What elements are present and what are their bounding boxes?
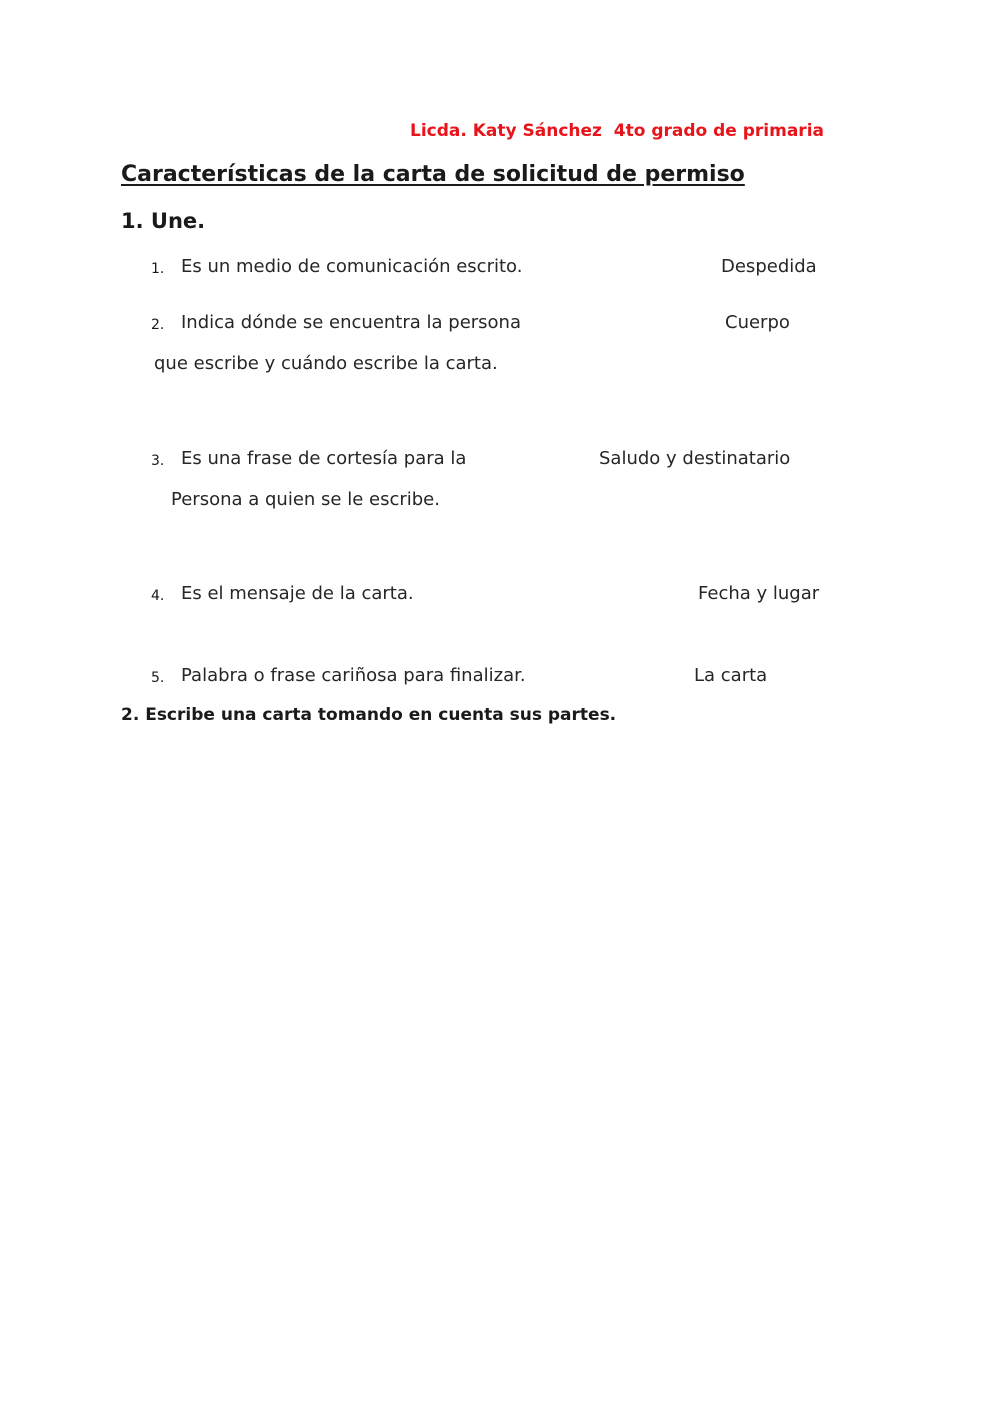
item-text-line1: Indica dónde se encuentra la persona [181,312,521,333]
item-text-line1: Palabra o frase cariñosa para finalizar. [181,665,526,686]
match-option: La carta [694,665,768,686]
section-2-heading: 2. Escribe una carta tomando en cuenta sus partes. [121,705,617,725]
item-number: 3. [151,453,165,469]
item-number: 5. [151,670,165,686]
match-option: Cuerpo [725,312,790,333]
item-text-line2: que escribe y cuándo escribe la carta. [154,353,498,374]
item-text-line1: Es un medio de comunicación escrito. [181,256,523,277]
item-number: 1. [151,261,165,277]
item-text-line2: Persona a quien se le escribe. [171,489,440,510]
match-option: Fecha y lugar [698,583,820,604]
author-header: Licda. Katy Sánchez 4to grado de primaria [410,121,824,141]
match-option: Despedida [721,256,817,277]
item-number: 2. [151,317,165,333]
match-option: Saludo y destinatario [599,448,791,469]
page-title: Características de la carta de solicitud de permiso [121,162,745,187]
item-number: 4. [151,588,165,604]
section-1-heading: 1. Une. [121,209,206,233]
item-text-line1: Es el mensaje de la carta. [181,583,414,604]
item-text-line1: Es una frase de cortesía para la [181,448,467,469]
